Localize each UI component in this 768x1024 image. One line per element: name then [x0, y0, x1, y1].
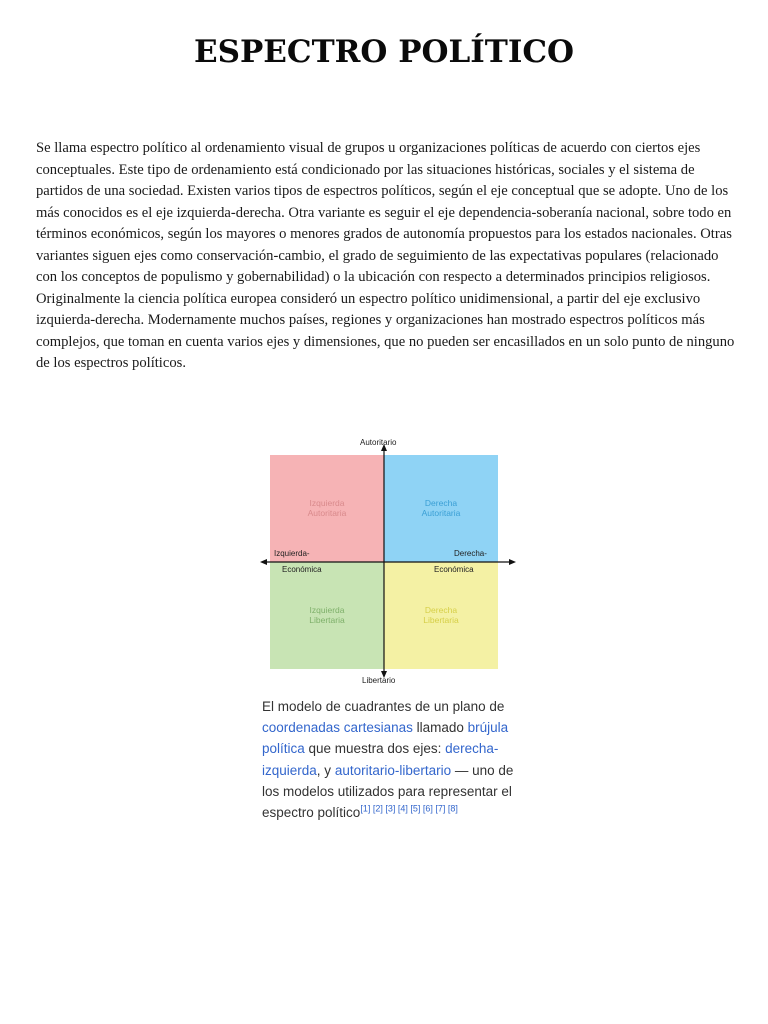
axis-label-bottom: Libertario: [362, 676, 396, 685]
caption-text: — uno de los modelos utilizados para representar el espectro político: [262, 762, 514, 821]
axis-label-left-sub: Económica: [282, 565, 322, 574]
caption-text: que muestra dos ejes:: [304, 741, 446, 757]
caption-text: El modelo de cuadrantes de un plano de: [262, 699, 505, 714]
caption-text: llamado: [412, 720, 468, 736]
axis-label-top: Autoritario: [360, 438, 397, 447]
axis-label-left: Izquierda-: [274, 549, 310, 558]
caption-text: , y: [316, 762, 335, 778]
intro-paragraph: Se llama espectro político al ordenamiento visual de grupos u organizaciones políticas de acuerdo con ciertos ejes conceptuales. Este tipo de ordenamiento está condicionado por las situaciones históricas, sociales y el sistema de partidos de una sociedad. Existen varios tipos de espectros políticos, según el eje conceptual que se adopte. Uno de los más conocidos es el eje izquierda-derecha. Otra variante es seguir el eje dependencia-soberanía nacional, sobre todo en términos económicos, según los mayores o menores grados de autonomía propuestos para los estados nacionales. Otras variantes siguen ejes como conservación-cambio, el grado de seguimiento de las expectativas populares (relacionado con los conceptos de populismo y gobernabilidad) o la ubicación con respecto a determinados principios religiosos. Originalmente la ciencia política europea consideró un espectro político unidimensional, a partir del eje exclusivo izquierda-derecha. Modernamente muchos países, regiones y organizaciones han mostrado espectros políticos más complejos, que toman en cuenta varios ejes y dimensiones, que no pueden ser encasillados en un solo punto de ninguno de los espectros políticos.: [36, 140, 735, 371]
quadrant-label-line: Libertaria: [309, 615, 345, 625]
link-autoritario-libertario[interactable]: autoritario-libertario: [334, 762, 452, 778]
arrow-left-icon: [260, 559, 267, 565]
quadrant-label-line: Derecha: [424, 498, 458, 508]
axis-label-right: Derecha-: [454, 549, 487, 558]
figure-caption: [262, 696, 522, 823]
arrow-right-icon: [509, 559, 516, 565]
axes: [256, 436, 520, 686]
quadrant-label-line: Izquierda: [309, 498, 345, 508]
political-compass-figure: [256, 436, 520, 686]
quadrant-label-line: Libertaria: [423, 615, 459, 625]
quadrant-label-line: Izquierda: [309, 605, 345, 615]
quadrant-label-line: Autoritaria: [307, 508, 347, 518]
axis-label-right-sub: Económica: [434, 565, 474, 574]
quadrant-label-line: Derecha: [424, 605, 458, 615]
reference-links[interactable]: [1] [2] [3] [4] [5] [6] [7] [8]: [360, 803, 458, 814]
link-brujula-politica[interactable]: brújula política: [262, 720, 509, 757]
link-derecha-izquierda[interactable]: derecha-izquierda: [262, 741, 499, 778]
link-coordenadas-cartesianas[interactable]: coordenadas cartesianas: [262, 720, 413, 736]
quadrant-label-line: Autoritaria: [421, 508, 461, 518]
page-title: ESPECTRO POLÍTICO: [193, 34, 575, 70]
